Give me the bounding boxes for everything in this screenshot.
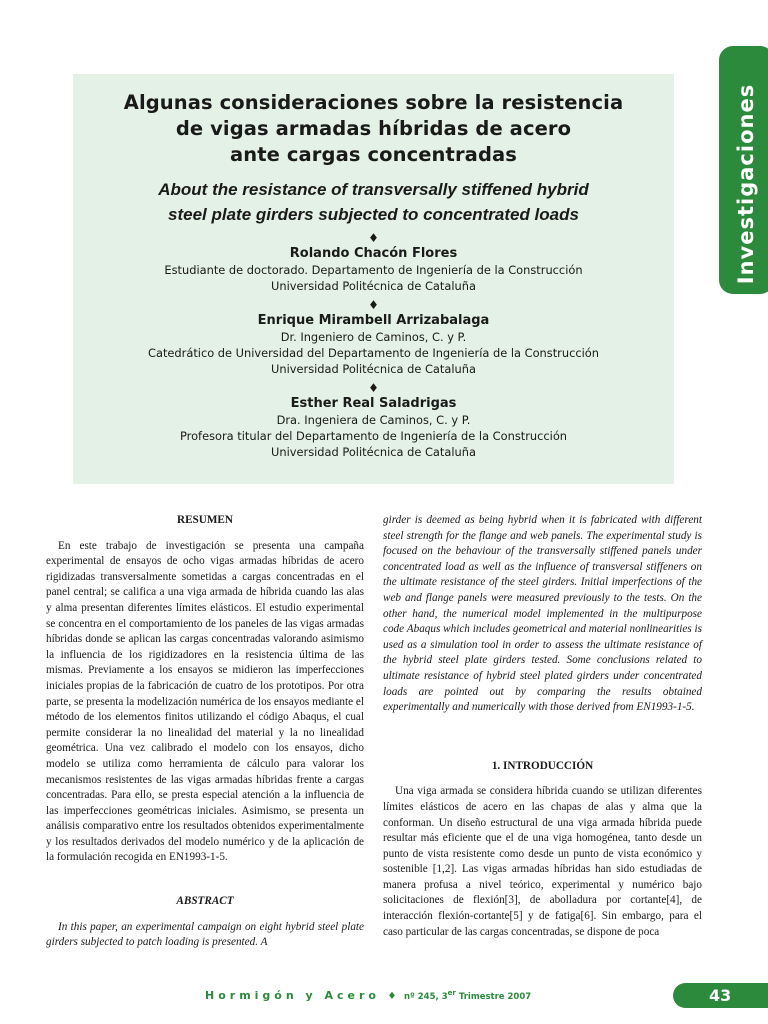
author-affiliation: Estudiante de doctorado. Departamento de Ingeniería de la Construcción: [164, 263, 583, 277]
footer: [205, 988, 531, 1002]
page-number: 43: [709, 986, 732, 1005]
right-column: [383, 513, 702, 940]
article-title-english: [103, 177, 644, 227]
page-number-badge: [673, 983, 768, 1008]
author-name: Esther Real Saladrigas: [290, 396, 457, 411]
title-es-line: ante cargas concentradas: [230, 143, 517, 166]
diamond-icon: ♦: [387, 990, 397, 1002]
author-block: [73, 299, 674, 377]
author-affiliation: Dr. Ingeniero de Caminos, C. y P.: [280, 330, 467, 344]
author-affiliation: Dra. Ingeniera de Caminos, C. y P.: [276, 413, 471, 427]
section-tab: [719, 46, 768, 294]
introduccion-heading: 1. INTRODUCCIÓN: [491, 759, 594, 772]
author-affiliation: Universidad Politécnica de Cataluña: [271, 445, 476, 459]
introduccion-text: Una viga armada se considera híbrida cuando se utilizan diferentes límites elásticos de acero en las chapas de alas y alma que la conforman. Un diseño estructural de una viga armada híbrida puede resultar más eficiente que el de una viga homogénea, tanto desde un punto de vista resistente como desde un punto de vista económico y sostenible [1,2]. Las vigas armadas híbridas han sido estudiadas de manera profusa a nivel teórico, experimental y numérico bajo solicitaciones de flexión[3], de abolladura por cortante[4], de interacción flexión-cortante[5] y de fatiga[6]. Sin embargo, para el caso particular de las cargas concentradas, se dispone de poca: [383, 785, 702, 938]
abstract-text-continued: girder is deemed as being hybrid when it is fabricated with different steel strength for the flange and web panels. The experimental study is focused on the behaviour of the transversally stiffened panels under concentrated load as well as the influence of transversal stiffeners on the ultimate resistance of the steel girders. Initial imperfections of the web and flange panels were measured previously to the tests. On the other hand, the numerical model implemented in the multipurpose code Abaqus which includes geometrical and material nonlinearities is used as a simulation tool in order to assess the ultimate resistance of the hybrid steel plate girders tested. Some conclusions related to ultimate resistance of hybrid steel plated girders under concentrated loads are pointed out by comparing the results obtained experimentally and numerically with those derived from EN1993-1-5.: [383, 514, 702, 714]
author-affiliation: Universidad Politécnica de Cataluña: [271, 362, 476, 376]
issue-info: nº 245, 3er Trimestre 2007: [403, 988, 532, 1002]
diamond-icon: ♦: [368, 298, 379, 312]
diamond-icon: ♦: [368, 231, 379, 245]
title-en-line: About the resistance of transversally stiffened hybrid: [158, 180, 589, 199]
author-block: [73, 232, 674, 294]
diamond-icon: ♦: [368, 381, 379, 395]
title-box: [73, 74, 674, 484]
article-title-spanish: [103, 90, 644, 168]
resumen-heading: RESUMEN: [177, 514, 233, 526]
author-block: [73, 382, 674, 460]
author-name: Enrique Mirambell Arrizabalaga: [257, 313, 490, 328]
resumen-text: En este trabajo de investigación se presenta una campaña experimental de ensayos de ocho vigas armadas híbridas de acero rigidizadas transversalmente sometidas a cargas concentradas en el panel central; se califica a una viga armada de híbrida cuando las alas y alma presentan diferentes límites elásticos. El estudio experimental se concentra en el comportamiento de los paneles de las vigas armadas híbridas donde se aplican las cargas concentradas valorando asimismo la influencia de los rigidizadores en la resistencia última de las mismas. Previamente a los ensayos se midieron las imperfecciones iniciales propias de la fabricación de cuatro de los prototipos. Por otra parte, se presenta la modelización numérica de los ensayos mediante el método de los elementos finitos utilizando el código Abaqus, el cual permite considerar la no linealidad del material y la no linealidad geométrica. Una vez calibrado el modelo con los ensayos, dicho modelo se utiliza como herramienta de cálculo para valorar los mecanismos resistentes de las vigas armadas híbridas frente a cargas concentradas. Para ello, se presta especial atención a la influencia de las imperfecciones geométricas iniciales. Asimismo, se presenta un análisis comparativo entre los resultados obtenidos experimentalmente y los resultados derivados del modelo numérico y de la aplicación de la formulación recogida en EN1993-1-5.: [46, 539, 364, 864]
abstract-heading: ABSTRACT: [176, 895, 234, 908]
title-es-line: Algunas consideraciones sobre la resistencia: [123, 91, 624, 114]
author-affiliation: Universidad Politécnica de Cataluña: [271, 279, 476, 293]
left-column: [46, 513, 364, 951]
section-tab-label: Investigaciones: [734, 83, 758, 285]
title-en-line: steel plate girders subjected to concentrated loads: [168, 205, 579, 224]
author-name: Rolando Chacón Flores: [289, 246, 458, 261]
author-affiliation: Catedrático de Universidad del Departamento de Ingeniería de la Construcción: [148, 346, 599, 360]
author-affiliation: Profesora titular del Departamento de Ingeniería de la Construcción: [179, 429, 568, 443]
journal-name: Hormigón y Acero: [205, 988, 380, 1002]
title-es-line: de vigas armadas híbridas de acero: [175, 117, 572, 140]
abstract-text: In this paper, an experimental campaign on eight hybrid steel plate girders subjected to patch loading is presented. A: [46, 920, 364, 949]
